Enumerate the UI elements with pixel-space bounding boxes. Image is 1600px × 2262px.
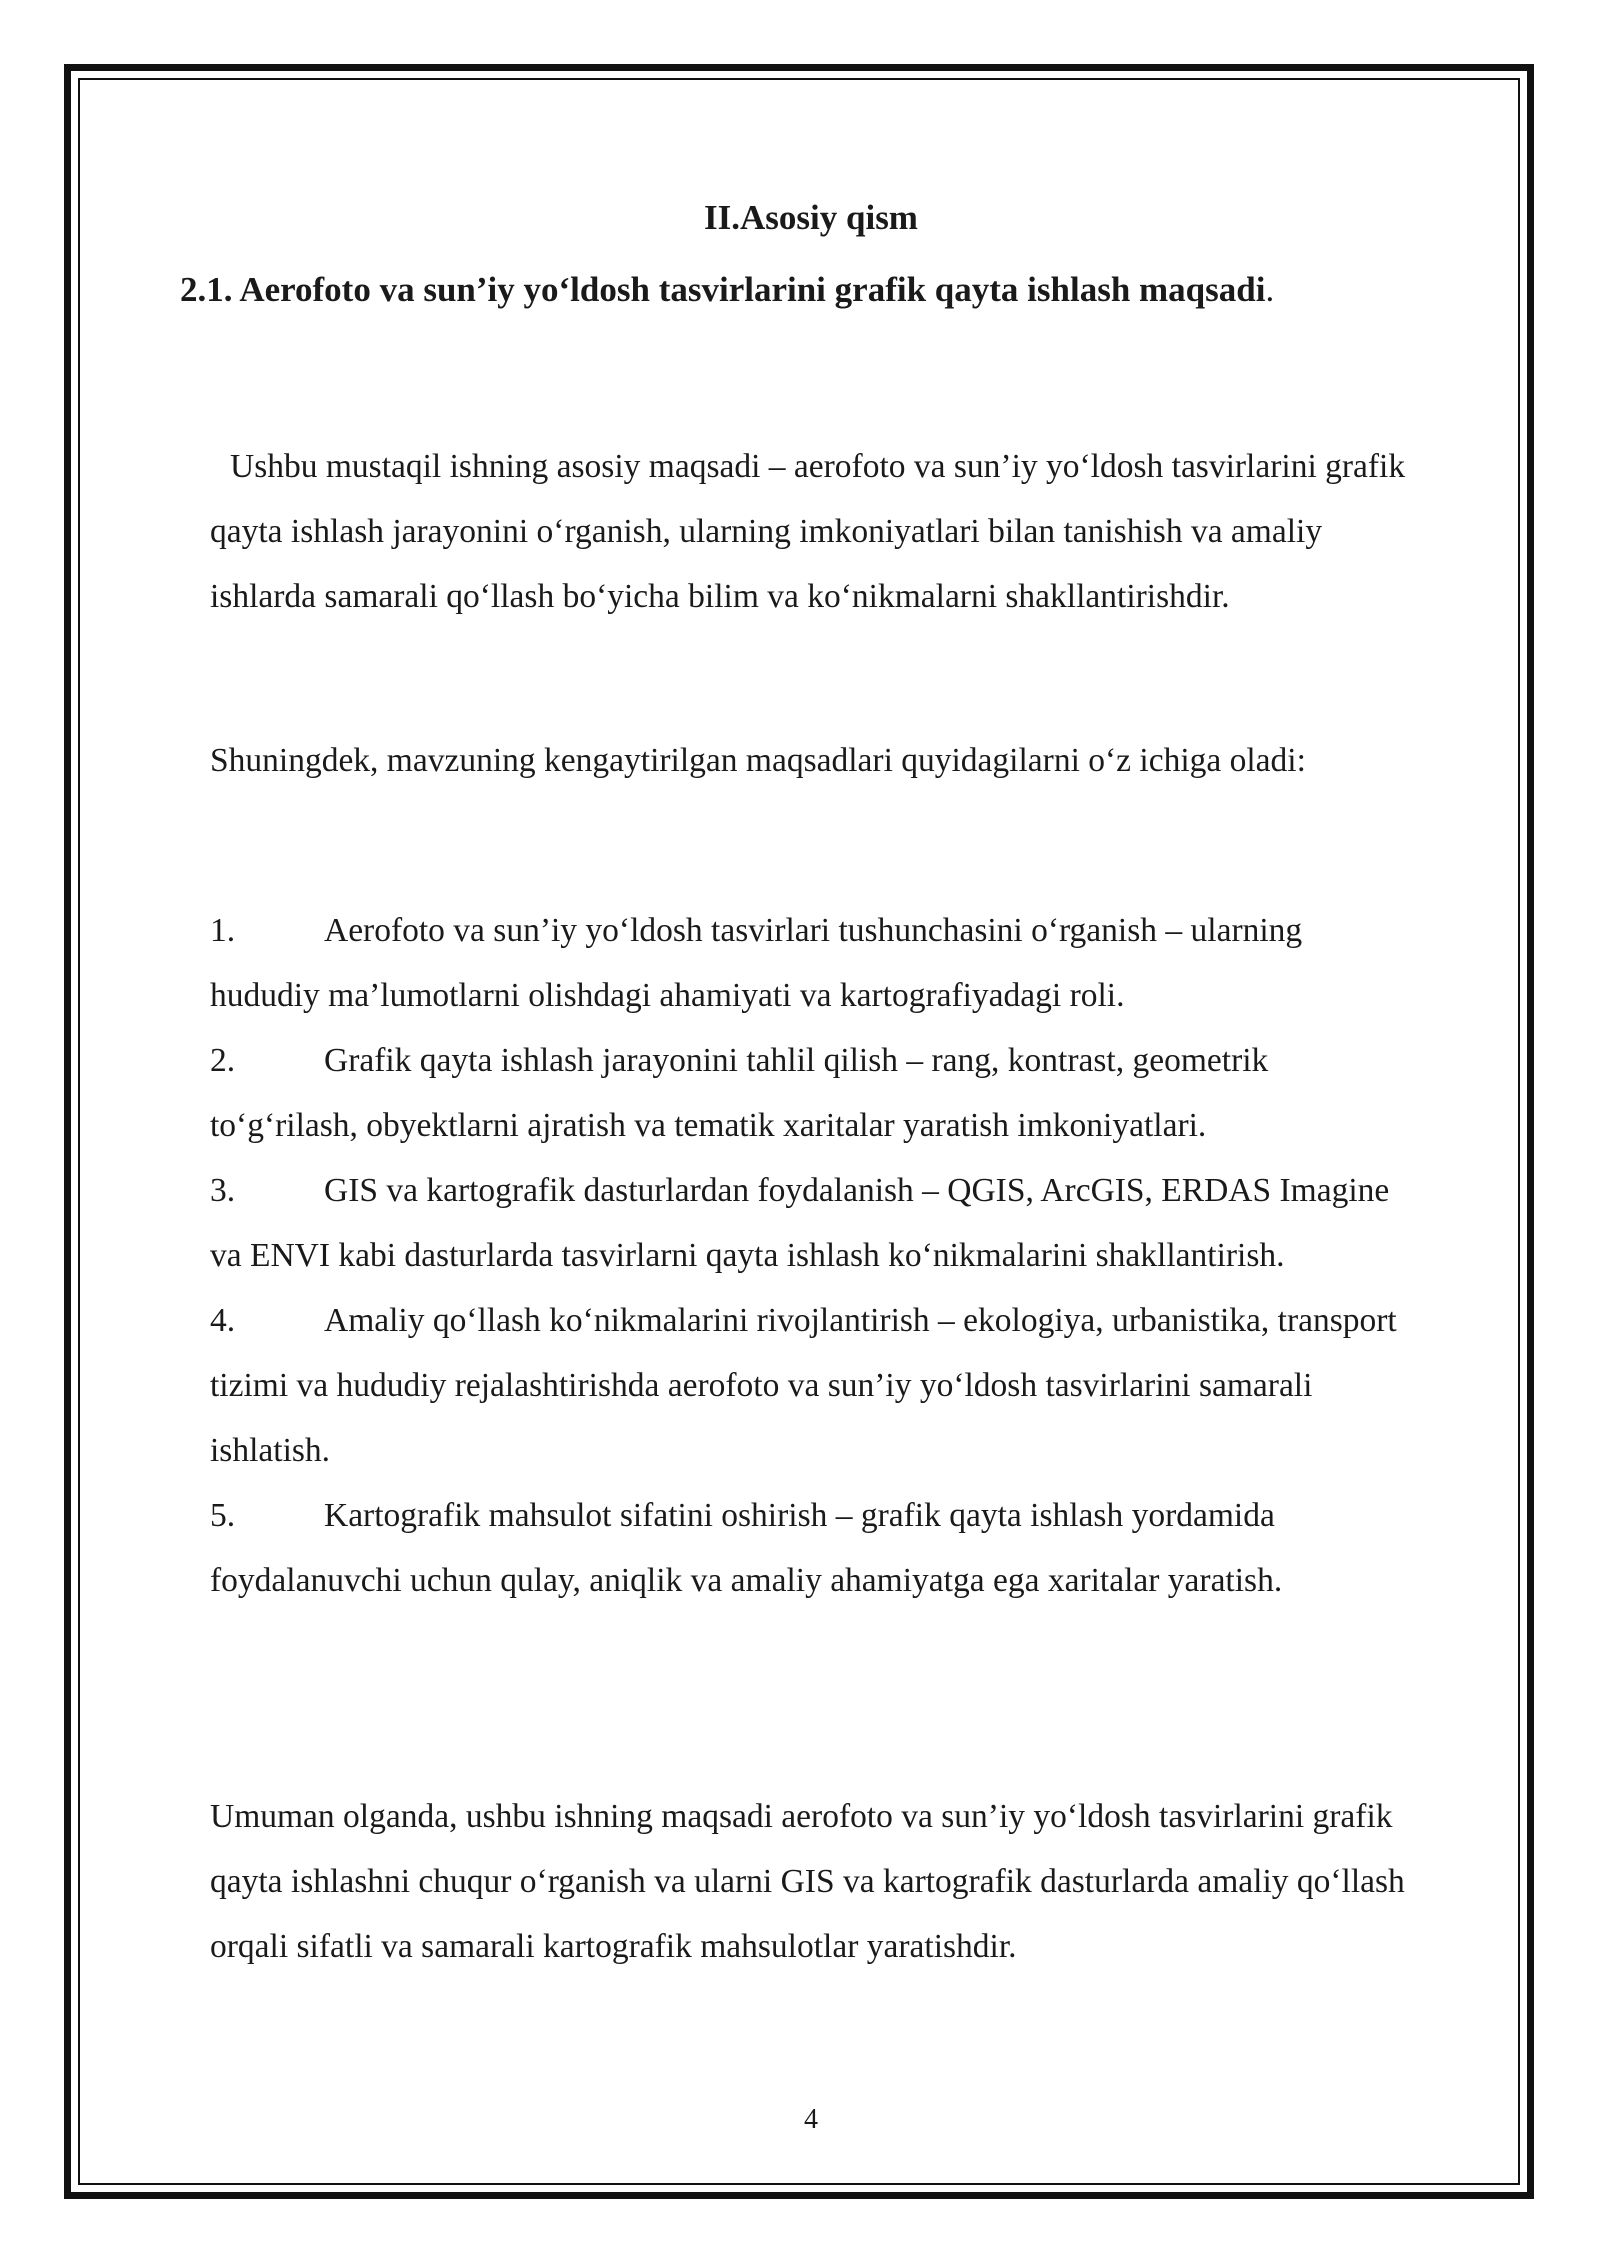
extended-goals-paragraph: Shuningdek, mavzuning kengaytirilgan maqsadlari quyidagilarni o‘z ichiga oladi: <box>210 742 1306 779</box>
subsection-title-text: 2.1. Aerofoto va sun’iy yo‘ldosh tasvirlarini grafik qayta ishlash maqsadi <box>180 270 1266 309</box>
list-item-number: 4. <box>210 1302 236 1339</box>
list-item <box>210 1483 1420 1613</box>
conclusion-paragraph: Umuman olganda, ushbu ishning maqsadi aerofoto va sun’iy yo‘ldosh tasvirlarini grafik qayta ishlashni chuqur o‘rganish va ularni GIS va kartografik dasturlarda amaliy qo‘llash orqali sifatli va samarali kartografik mahsulotlar yaratishdir. <box>210 1798 1405 1965</box>
list-item-number: 1. <box>210 912 236 949</box>
list-item-text: GIS va kartografik dasturlardan foydalanish – QGIS, ArcGIS, ERDAS Imagine va ENVI kabi dasturlarda tasvirlarni qayta ishlash ko‘nikmalarini shakllantirish. <box>210 1172 1390 1274</box>
subsection-title <box>180 264 1274 316</box>
list-item-number: 3. <box>210 1172 236 1209</box>
list-item-number: 5. <box>210 1497 236 1534</box>
list-item <box>210 1158 1420 1288</box>
list-item-text: Kartografik mahsulot sifatini oshirish – grafik qayta ishlash yordamida foydalanuvchi uchun qulay, aniqlik va amaliy ahamiyatga ega xaritalar yaratish. <box>210 1497 1283 1599</box>
subsection-title-period: . <box>1265 270 1275 309</box>
list-item-text: Aerofoto va sun’iy yo‘ldosh tasvirlari tushunchasini o‘rganish – ularning hududiy ma’lumotlarni olishdagi ahamiyati va kartografiyadagi roli. <box>210 912 1303 1014</box>
page-number: 4 <box>804 2104 818 2135</box>
list-item-number: 2. <box>210 1042 236 1079</box>
list-item <box>210 898 1420 1028</box>
intro-paragraph: Ushbu mustaqil ishning asosiy maqsadi – aerofoto va sun’iy yo‘ldosh tasvirlarini grafik qayta ishlash jarayonini o‘rganish, ularning imkoniyatlari bilan tanishish va amaliy ishlarda samarali qo‘llash bo‘yicha bilim va ko‘nikmalarni shakllantirishdir. <box>210 448 1406 615</box>
list-item <box>210 1288 1420 1483</box>
goals-list <box>210 898 1420 1613</box>
section-title: II.Asosiy qism <box>704 198 918 237</box>
list-item <box>210 1028 1420 1158</box>
list-item-text: Amaliy qo‘llash ko‘nikmalarini rivojlantirish – ekologiya, urbanistika, transport tizimi va hududiy rejalashtirishda aerofoto va sun’iy yo‘ldosh tasvirlarini samarali ishlatish. <box>210 1302 1397 1469</box>
list-item-text: Grafik qayta ishlash jarayonini tahlil qilish – rang, kontrast, geometrik to‘g‘rilash, obyektlarni ajratish va tematik xaritalar yaratish imkoniyatlari. <box>210 1042 1269 1144</box>
